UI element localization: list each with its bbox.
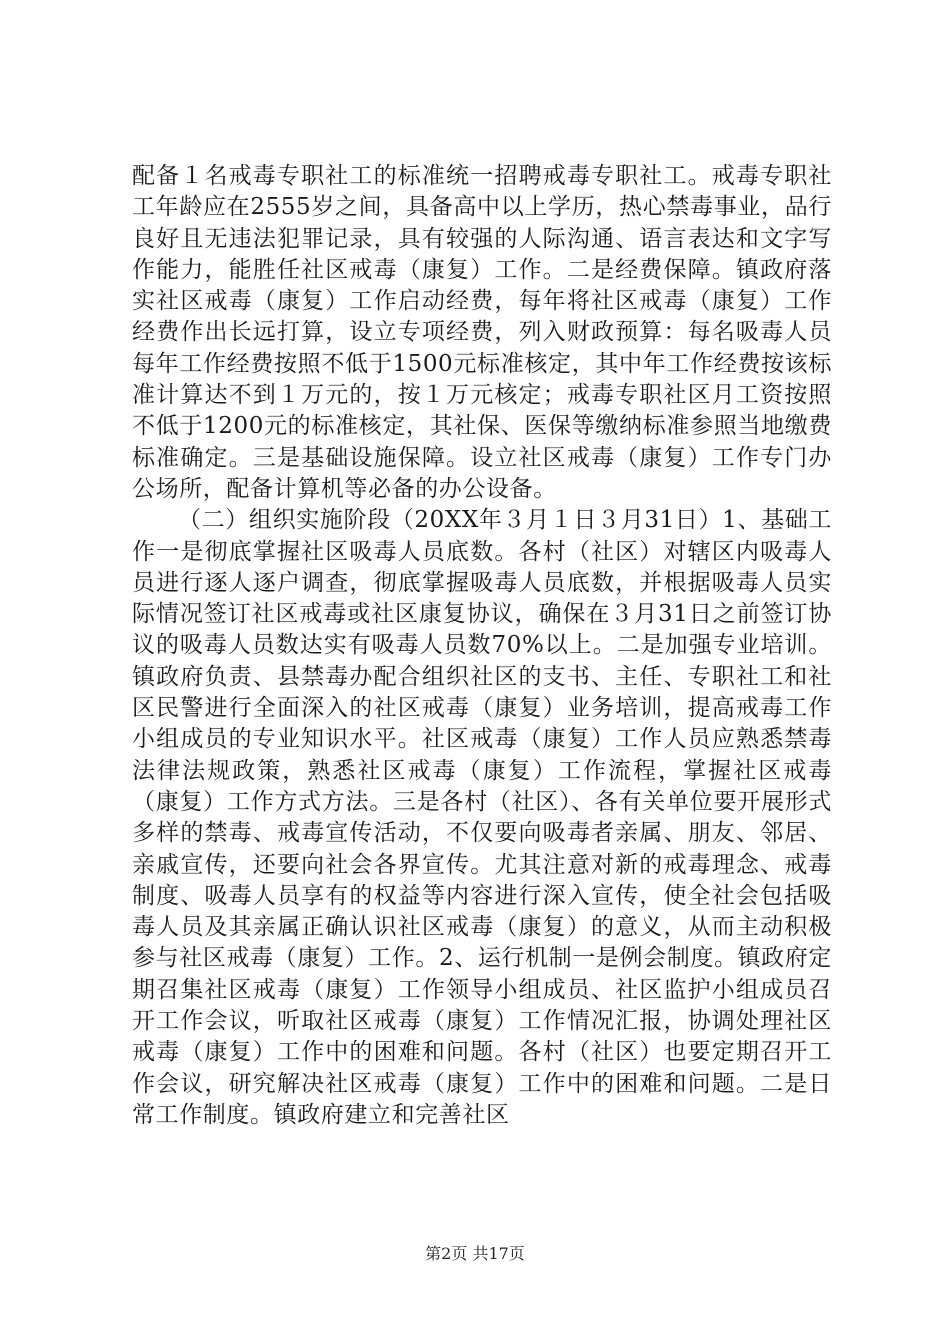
document-body: [132, 161, 832, 1131]
page-footer: [0, 1244, 950, 1264]
paragraph-funding: 配备１名戒毒专职社工的标准统一招聘戒毒专职社工。戒毒专职社工年龄应在2555岁之间，具备高中以上学历，热心禁毒事业，品行良好且无违法犯罪记录，具有较强的人际沟通、语言表达和文字写作能力，能胜任社区戒毒（康复）工作。二是经费保障。镇政府落实社区戒毒（康复）工作启动经费，每年将社区戒毒（康复）工作经费作出长远打算，设立专项经费，列入财政预算：每名吸毒人员每年工作经费按照不低于1500元标准核定，其中年工作经费按该标准计算达不到１万元的，按１万元核定；戒毒专职社区月工资按照不低于1200元的标准核定，其社保、医保等缴纳标准参照当地缴费标准确定。三是基础设施保障。设立社区戒毒（康复）工作专门办公场所，配备计算机等必备的办公设备。: [132, 163, 832, 502]
paragraph-implementation: （二）组织实施阶段（20XX年３月１日３月31日）1、基础工作一是彻底掌握社区吸毒人员底数。各村（社区）对辖区内吸毒人员进行逐人逐户调查，彻底掌握吸毒人员底数，并根据吸毒人员实际情况签订社区戒毒或社区康复协议，确保在３月31日之前签订协议的吸毒人员数达实有吸毒人员数70%以上。二是加强专业培训。镇政府负责、县禁毒办配合组织社区的支书、主任、专职社工和社区民警进行全面深入的社区戒毒（康复）业务培训，提高戒毒工作小组成员的专业知识水平。社区戒毒（康复）工作人员应熟悉禁毒法律法规政策，熟悉社区戒毒（康复）工作流程，掌握社区戒毒（康复）工作方式方法。三是各村（社区）、各有关单位要开展形式多样的禁毒、戒毒宣传活动，不仅要向吸毒者亲属、朋友、邻居、亲戚宣传，还要向社会各界宣传。尤其注意对新的戒毒理念、戒毒制度、吸毒人员享有的权益等内容进行深入宣传，使全社会包括吸毒人员及其亲属正确认识社区戒毒（康复）的意义，从而主动积极参与社区戒毒（康复）工作。2、运行机制一是例会制度。镇政府定期召集社区戒毒（康复）工作领导小组成员、社区监护小组成员召开工作会议，听取社区戒毒（康复）工作情况汇报，协调处理社区戒毒（康复）工作中的困难和问题。各村（社区）也要定期召开工作会议，研究解决社区戒毒（康复）工作中的困难和问题。二是日常工作制度。镇政府建立和完善社区: [132, 507, 832, 1128]
page-number: 第2页 共17页: [425, 1244, 525, 1263]
